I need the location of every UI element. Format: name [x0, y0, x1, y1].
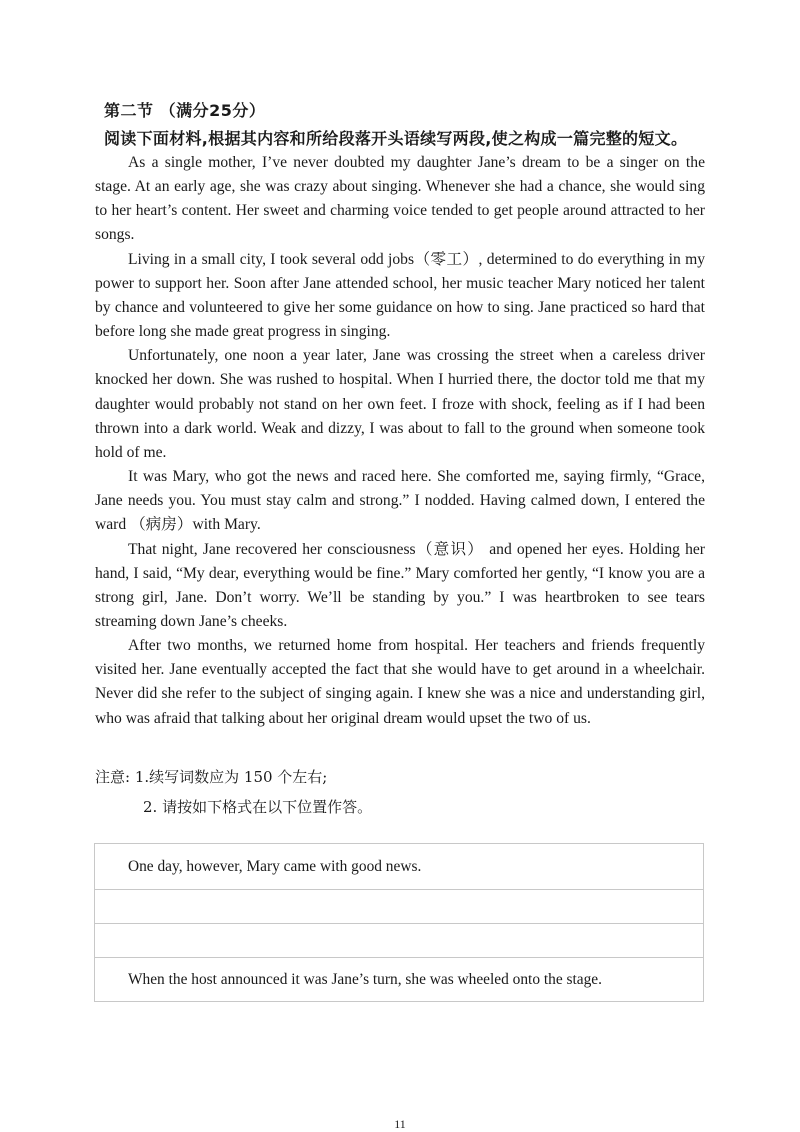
answer-blank-line[interactable] — [95, 924, 703, 958]
answer-blank-line[interactable] — [95, 890, 703, 924]
passage-paragraph-3: Unfortunately, one noon a year later, Jane was crossing the street when a careless driver knocked her down. She was rushed to hospital. When I hurried there, the doctor told me that my daughter would probably not stand on her own feet. I froze with shock, feeling as if I had been thrown into a dark world. Weak and dizzy, I was about to fall to the ground when someone took hold of me. — [95, 347, 705, 461]
reading-passage — [95, 151, 705, 731]
passage-paragraph-4: It was Mary, who got the news and raced here. She comforted me, saying firmly, “Grace, Jane needs you. You must stay calm and strong.” I nodded. Having calmed down, I entered the ward （病房）with Mary. — [95, 468, 705, 534]
passage-paragraph-2: Living in a small city, I took several odd jobs（零工）, determined to do everything in my power to support her. Soon after Jane attended school, her music teacher Mary noticed her talent by chance and volunteered to give her some guidance on how to sing. Jane practiced so hard that before long she made great progress in singing. — [95, 250, 705, 341]
passage-paragraph-6: After two months, we returned home from hospital. Her teachers and friends frequently visited her. Jane eventually accepted the fact that she would have to get around in a wheelchair. Never did she refer to the subject of singing again. I knew she was a nice and understanding girl, who was afraid that talking about her original dream would upset the two of us. — [95, 637, 705, 727]
task-instruction: 阅读下面材料,根据其内容和所给段落开头语续写两段,使之构成一篇完整的短文。 — [104, 129, 688, 148]
page-number: 11 — [394, 1117, 406, 1131]
note-answer-format: 2. 请按如下格式在以下位置作答。 — [143, 798, 373, 816]
answer-opening-2: When the host announced it was Jane’s turn, she was wheeled onto the stage. — [128, 971, 602, 988]
section-title: 第二节 （满分25分） — [104, 101, 266, 120]
note-word-count: 注意: 1.续写词数应为 150 个左右; — [95, 768, 328, 786]
passage-paragraph-5: That night, Jane recovered her consciousness（意识） and opened her eyes. Holding her hand, I said, “My dear, everything would be fine.” Mary comforted her gently, “I know you are a strong girl, Jane. Don’t worry. We’ll be standing by you.” I was heartbroken to see tears streaming down Jane’s cheeks. — [95, 540, 705, 630]
notes-section — [95, 763, 372, 821]
passage-paragraph-1: As a single mother, I’ve never doubted my daughter Jane’s dream to be a singer on the stage. At an early age, she was crazy about singing. Whenever she had a chance, she would sing to her heart’s content. Her sweet and charming voice tended to get people around attracted to her songs. — [95, 154, 705, 244]
answer-opening-1: One day, however, Mary came with good news. — [95, 844, 703, 890]
answer-box — [94, 843, 704, 1002]
